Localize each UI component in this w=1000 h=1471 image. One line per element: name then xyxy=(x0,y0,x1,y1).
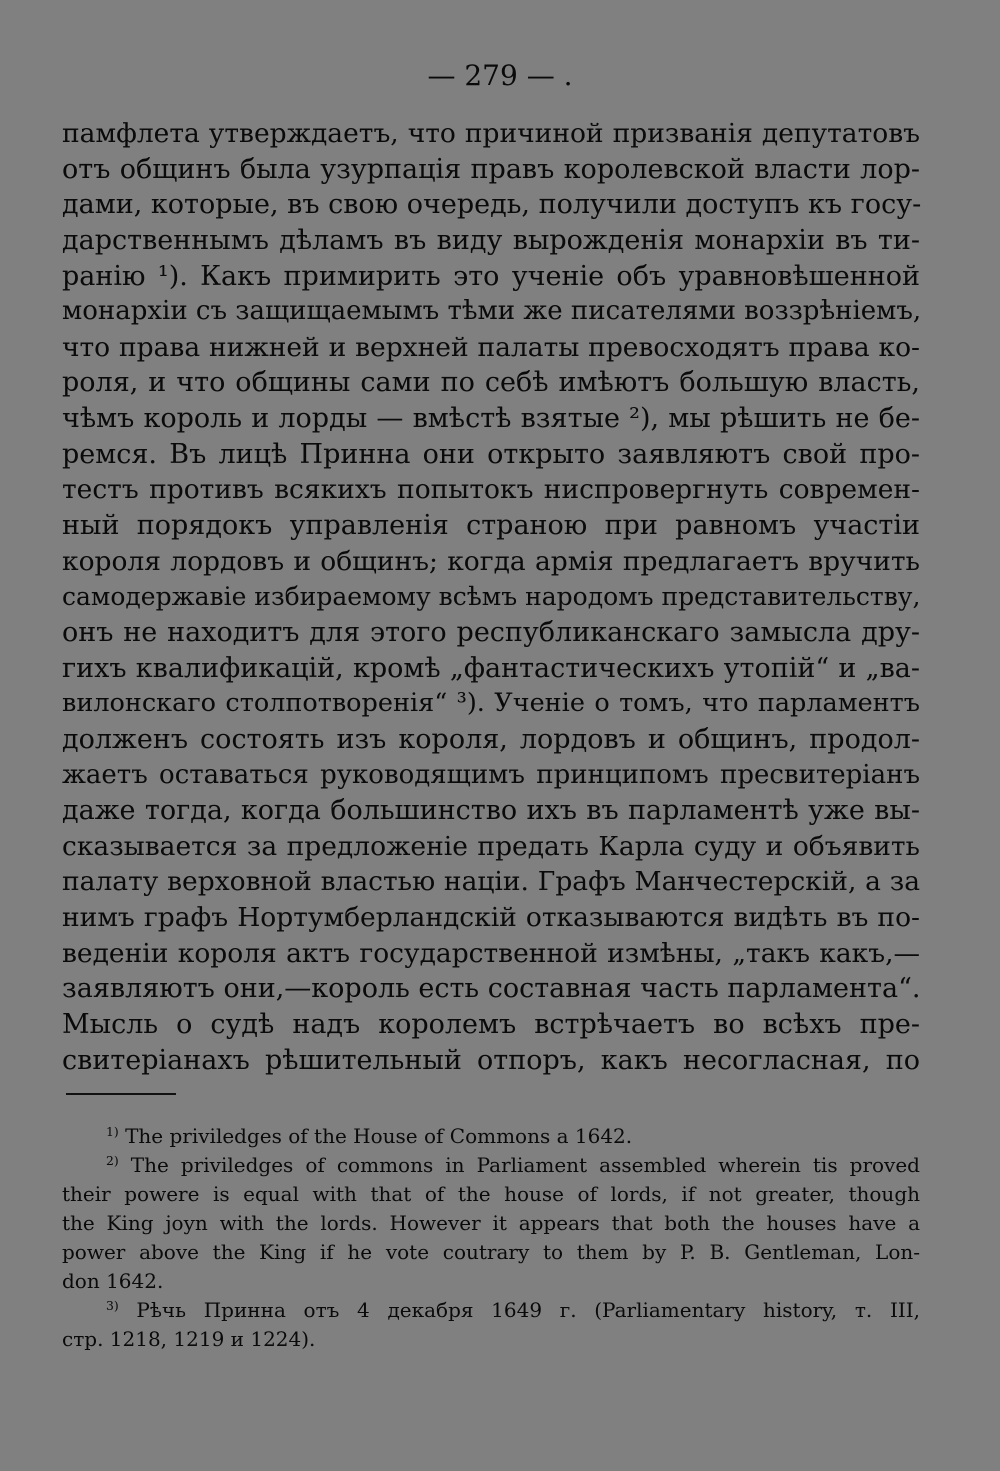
text-line: ремся. Въ лицѣ Принна они открыто заявляютъ свой про- xyxy=(62,438,920,470)
footnote-line: the King joyn with the lords. However it appears that both the houses have a xyxy=(62,1211,920,1235)
footnote-line: стр. 1218, 1219 и 1224). xyxy=(62,1327,316,1351)
text-line: что права нижней и верхней палаты превосходятъ права ко- xyxy=(62,331,920,363)
text-line: даже тогда, когда большинство ихъ въ парламентѣ уже вы- xyxy=(62,795,920,827)
text-line: долженъ состоять изъ короля, лордовъ и общинъ, продол- xyxy=(62,723,920,755)
text-line: онъ не находитъ для этого республиканскаго замысла дру- xyxy=(62,616,920,648)
text-line: чѣмъ король и лорды — вмѣстѣ взятые ²), мы рѣшить не бе- xyxy=(62,403,920,435)
text-line: жаетъ оставаться руководящимъ принципомъ пресвитеріанъ xyxy=(62,759,920,790)
page-number: — 279 — . xyxy=(427,59,573,92)
text-line: монархіи съ защищаемымъ тѣми же писателями воззрѣніемъ, xyxy=(62,296,922,327)
main-text xyxy=(62,116,920,1078)
text-line: свитеріанахъ рѣшительный отпоръ, какъ несогласная, по xyxy=(62,1044,920,1076)
footnote-1 xyxy=(62,1122,920,1151)
footnote-line: power above the King if he vote coutrary to them by P. B. Gentleman, Lon- xyxy=(62,1240,920,1264)
footnote-3 xyxy=(62,1296,920,1325)
text-line: Мысль о судѣ надъ королемъ встрѣчаетъ во всѣхъ пре- xyxy=(62,1009,920,1041)
footnote-line: The priviledges of the House of Commons a 1642. xyxy=(125,1124,633,1148)
footnote-separator xyxy=(66,1093,176,1095)
text-line: гихъ квалификацій, кромѣ „фантастическихъ утопій“ и „ва- xyxy=(62,652,920,684)
text-line: заявляютъ они,—король есть составная часть парламента“. xyxy=(62,973,921,1005)
footnotes xyxy=(62,1122,920,1354)
text-line: короля лордовъ и общинъ; когда армія предлагаетъ вручить xyxy=(62,545,920,577)
footnote-2 xyxy=(62,1151,920,1180)
text-line: вилонскаго столпотворенія“ ³). Ученіе о томъ, что парламентъ xyxy=(62,688,920,719)
text-line: веденіи короля актъ государственной измѣны, „такъ какъ,— xyxy=(62,937,920,969)
text-line: дарственнымъ дѣламъ въ виду вырожденія монархіи въ ти- xyxy=(62,224,920,256)
footnote-marker: 2) xyxy=(106,1153,119,1169)
text-line: самодержавіе избираемому всѣмъ народомъ представительству, xyxy=(62,582,921,612)
footnote-line: don 1642. xyxy=(62,1269,164,1293)
text-line: роля, и что общины сами по себѣ имѣютъ большую власть, xyxy=(62,367,920,399)
footnote-line: Рѣчь Принна отъ 4 декабря 1649 г. (Parliamentary history, т. III, xyxy=(136,1298,920,1322)
text-line: дами, которые, въ свою очередь, получили доступъ къ госу- xyxy=(62,189,922,221)
text-line: ный порядокъ управленія страною при равномъ участіи xyxy=(62,510,920,542)
text-line: отъ общинъ была узурпація правъ королевской власти лор- xyxy=(62,153,920,185)
footnote-marker: 1) xyxy=(106,1124,119,1140)
footnote-marker: 3) xyxy=(106,1298,119,1314)
footnote-line: their powere is equal with that of the house of lords, if not greater, though xyxy=(62,1182,920,1206)
text-line: палату верховной властью націи. Графъ Манчестерскій, а за xyxy=(62,866,920,898)
footnote-line: The priviledges of commons in Parliament assembled wherein tis proved xyxy=(130,1153,920,1177)
text-line: сказывается за предложеніе предать Карла суду и объявить xyxy=(62,830,920,862)
text-line: нимъ графъ Нортумберландскій отказываются видѣть въ по- xyxy=(62,902,920,934)
text-line: тестъ противъ всякихъ попытокъ ниспровергнуть современ- xyxy=(62,474,920,506)
text-line: ранію ¹). Какъ примирить это ученіе объ уравновѣшенной xyxy=(62,260,920,292)
text-line: памфлета утверждаетъ, что причиной призванія депутатовъ xyxy=(62,118,920,149)
